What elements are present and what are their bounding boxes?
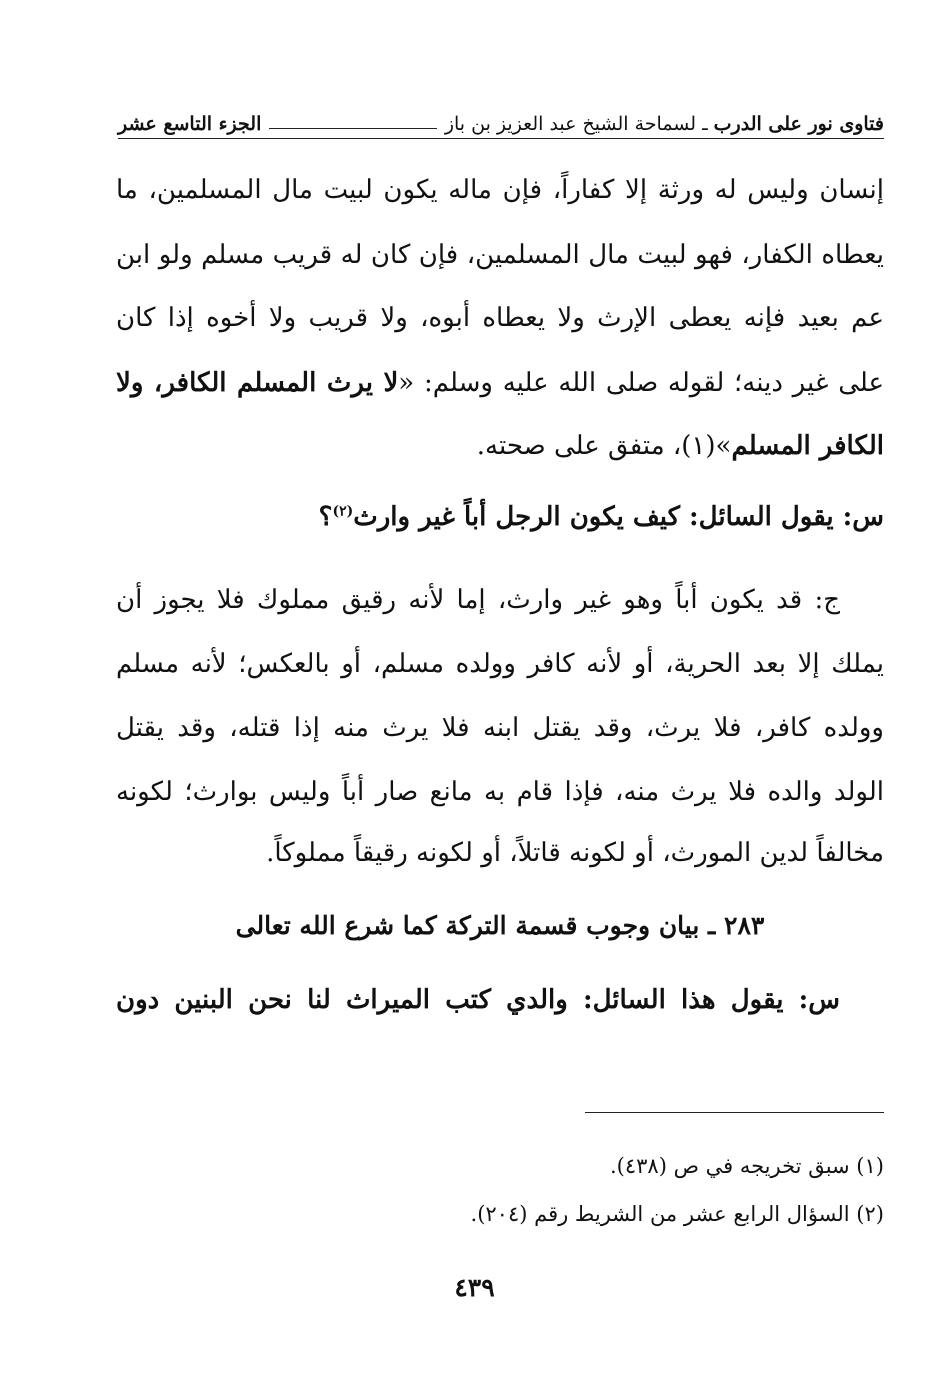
header-book-title: فتاوى نور على الدرب: [713, 113, 884, 135]
question-text: س: يقول السائل: كيف يكون الرجل أباً غير وارث: [353, 502, 884, 532]
hadith-text: لا يرث المسلم الكافر، ولا: [116, 368, 399, 398]
header-author: ـ لسماحة الشيخ عبد العزيز بن باز: [444, 113, 708, 135]
header-part: الجزء التاسع عشر: [118, 113, 262, 135]
footnote-rule: [585, 1112, 884, 1113]
paragraph-text: »(١)، متفق على صحته.: [476, 431, 732, 461]
paragraph-line: عم بعيد فإنه يعطى الإرث ولا يعطاه أبوه، ولا قريب ولا أخوه إذا كان: [116, 303, 884, 333]
footnote: (٢) السؤال الرابع عشر من الشريط رقم (٢٠٤).: [470, 1202, 884, 1226]
answer-line: الولد والده فلا يرث منه، فإذا قام به مانع صار أباً وليس بوارث؛ لكونه: [116, 777, 884, 807]
question-line: [160, 497, 884, 537]
hadith-text: الكافر المسلم: [731, 431, 884, 461]
answer-line: وولده كافر، فلا يرث، وقد يقتل ابنه فلا يرث منه إذا قتله، وقد يقتل: [116, 713, 884, 743]
answer-line: مخالفاً لدين المورث، أو لكونه قاتلاً، أو لكونه رقيقاً مملوكاً.: [266, 838, 884, 868]
page-number: ٤٣٩: [454, 1273, 495, 1302]
section-title: ٢٨٣ ـ بيان وجوب قسمة التركة كما شرع الله تعالى: [235, 911, 765, 940]
question-mark: ؟: [318, 502, 333, 532]
paragraph-text: على غير دينه؛ لقوله صلى الله عليه وسلم: «: [398, 368, 884, 398]
paragraph-line: [116, 426, 884, 466]
answer-line: ج: قد يكون أباً وهو غير وارث، إما لأنه رقيق مملوك فلا يجوز أن: [116, 585, 840, 615]
running-header: [118, 104, 884, 139]
question-line: س: يقول هذا السائل: والدي كتب الميراث لنا نحن البنين دون: [116, 985, 840, 1015]
footnote: (١) سبق تخريجه في ص (٤٣٨).: [610, 1154, 884, 1178]
paragraph-line: إنسان وليس له ورثة إلا كفاراً، فإن ماله يكون لبيت مال المسلمين، ما: [116, 175, 884, 205]
paragraph-line: يعطاه الكفار، فهو لبيت مال المسلمين، فإن كان له قريب مسلم ولو ابن: [116, 240, 884, 270]
header-rule: [269, 128, 436, 129]
paragraph-line: [116, 363, 884, 403]
footnote-ref: (٢): [332, 503, 354, 520]
answer-line: يملك إلا بعد الحرية، أو لأنه كافر وولده مسلم، أو بالعكس؛ لأنه مسلم: [116, 649, 884, 679]
